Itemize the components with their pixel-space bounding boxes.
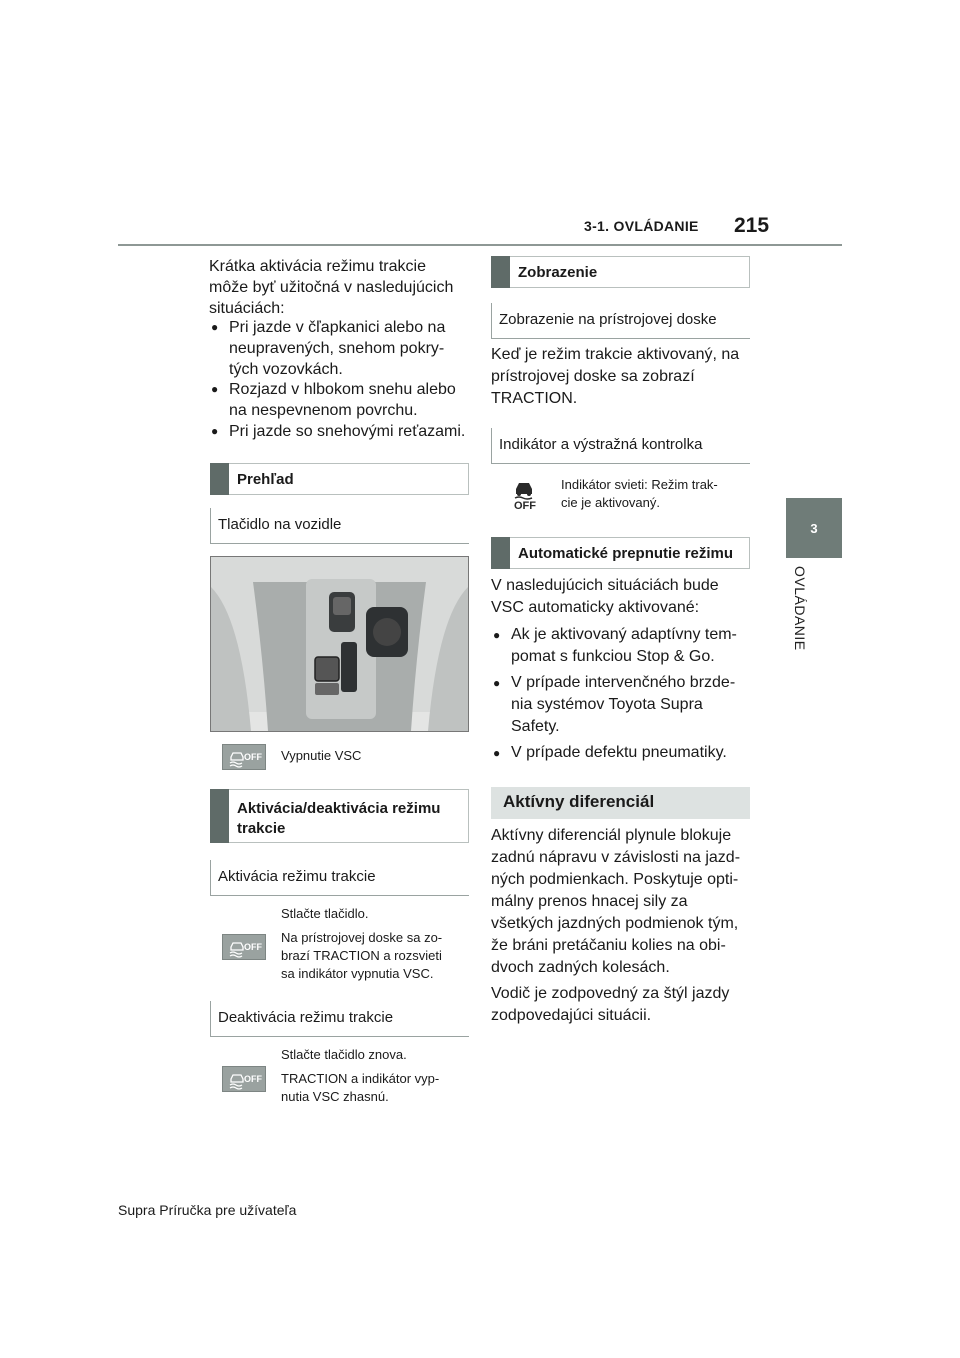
indicator-off-text: OFF	[514, 500, 536, 512]
chapter-label: OVLÁDANIE	[792, 566, 808, 651]
activation-step-1: Stlačte tlačidlo.	[281, 906, 369, 921]
step-line: brazí TRACTION a rozsvieti	[281, 948, 442, 963]
differential-paragraph	[491, 825, 753, 979]
bullet-line: ● Pri jazde so snehovými reťazami.	[229, 423, 466, 440]
page-number: 215	[734, 214, 770, 237]
para-line: TRACTION.	[491, 390, 578, 407]
para-line: dvoch zadných kolesách.	[491, 959, 670, 976]
section-bar	[491, 537, 510, 569]
section-title: Zobrazenie	[518, 264, 598, 281]
deactivation-step-1: Stlačte tlačidlo znova.	[281, 1047, 407, 1062]
subheading-text: Tlačidlo na vozidle	[218, 516, 342, 533]
bullet-item	[211, 317, 499, 380]
para-line: málny prenos hnacej sily za	[491, 893, 688, 910]
bullet-line: ● V prípade defektu pneumatiky.	[511, 744, 727, 761]
indicator-description	[561, 476, 747, 512]
bullet-item	[493, 742, 769, 764]
para-line: Keď je režim trakcie aktivovaný, na	[491, 346, 740, 363]
running-header: 3-1. OVLÁDANIE	[584, 218, 699, 234]
chapter-tab	[786, 498, 842, 558]
car-skid-icon	[227, 1070, 247, 1090]
intro-line: Krátka aktivácia režimu trakcie	[209, 258, 426, 275]
subheading-text: Zobrazenie na prístrojovej doske	[499, 311, 717, 328]
console-illustration	[211, 557, 468, 731]
section-title	[237, 799, 440, 839]
vsc-off-button-icon	[222, 934, 266, 960]
bullet-item	[493, 672, 769, 738]
para-line: Aktívny diferenciál plynule blokuje	[491, 827, 732, 844]
intro-paragraph	[209, 256, 479, 319]
bullet-line: ● Pri jazde v čľapkanici alebo na	[229, 319, 446, 336]
bullet-line: ● V prípade intervenčného brzde-	[511, 674, 736, 691]
section-heading-active-differential	[491, 787, 750, 819]
subheading-text: Indikátor a výstražná kontrolka	[499, 436, 703, 453]
icon-off-text: OFF	[244, 942, 262, 952]
step-line: nutia VSC zhasnú.	[281, 1089, 389, 1104]
subheading-instrument-display	[491, 303, 750, 339]
para-line: V nasledujúcich situáciách bude	[491, 577, 719, 594]
para-line: ných podmienkach. Poskytuje opti-	[491, 871, 739, 888]
step-line: Na prístrojovej doske sa zo-	[281, 930, 443, 945]
section-heading-auto-switch	[491, 537, 750, 569]
section-heading-activation	[210, 789, 469, 843]
bullet-item	[211, 379, 499, 421]
section-heading-overview	[210, 463, 469, 495]
section-title-line: trakcie	[237, 820, 286, 837]
para-line: že bráni pretáčaniu kolies na obi-	[491, 937, 726, 954]
driver-paragraph	[491, 983, 753, 1027]
desc-line: Indikátor svieti: Režim trak-	[561, 477, 718, 492]
bullet-item	[211, 421, 499, 442]
bullet-line: pomat s funkciou Stop & Go.	[511, 648, 715, 665]
deactivation-step-2	[281, 1070, 466, 1106]
auto-switch-intro	[491, 575, 751, 619]
vsc-off-button-icon	[222, 744, 266, 770]
subheading-text: Deaktivácia režimu trakcie	[218, 1009, 394, 1026]
bullet-line: tých vozovkách.	[229, 361, 343, 378]
intro-line: situáciách:	[209, 300, 285, 317]
footer-text: Supra Príručka pre užívateľa	[118, 1202, 297, 1218]
section-title: Automatické prepnutie režimu	[518, 545, 734, 562]
bullet-line: Safety.	[511, 718, 560, 735]
desc-line: cie je aktivovaný.	[561, 495, 660, 510]
car-skid-icon	[227, 938, 247, 958]
activation-step-2	[281, 929, 466, 983]
section-title: Prehľad	[237, 471, 294, 488]
subheading-button	[210, 508, 469, 544]
bullet-line: ● Rozjazd v hlbokom snehu alebo	[229, 381, 456, 398]
display-paragraph	[491, 344, 751, 410]
console-photo	[210, 556, 469, 732]
subheading-indicator	[491, 428, 750, 464]
icon-off-text: OFF	[244, 752, 262, 762]
bullet-item	[493, 624, 769, 668]
car-skid-icon	[227, 748, 247, 768]
section-heading-display	[491, 256, 750, 288]
para-line: zadnú nápravu v závislosti na jazd-	[491, 849, 741, 866]
step-line: TRACTION a indikátor vyp-	[281, 1071, 440, 1086]
section-bar	[491, 256, 510, 288]
section-title-line: Aktivácia/deaktivácia režimu	[237, 800, 441, 817]
subheading-activation	[210, 860, 469, 896]
bullet-line: neupravených, snehom pokry-	[229, 340, 445, 357]
section-title: Aktívny diferenciál	[503, 792, 655, 811]
header-rule	[118, 244, 842, 246]
icon-off-text: OFF	[244, 1074, 262, 1084]
subheading-text: Aktivácia režimu trakcie	[218, 868, 376, 885]
traction-indicator-icon	[511, 479, 537, 513]
para-line: prístrojovej doske sa zobrazí	[491, 368, 695, 385]
bullet-line: ● Ak je aktivovaný adaptívny tem-	[511, 626, 737, 643]
vsc-off-button-icon	[222, 1066, 266, 1092]
bullet-line: na nespevnenom povrchu.	[229, 402, 418, 419]
para-line: Vodič je zodpovedný za štýl jazdy	[491, 985, 730, 1002]
section-bar	[210, 789, 229, 843]
para-line: VSC automaticky aktivované:	[491, 599, 700, 616]
intro-line: môže byť užitočná v nasledujúcich	[209, 279, 454, 296]
chapter-number: 3	[810, 520, 818, 536]
para-line: všetkých jazdných podmienok tým,	[491, 915, 739, 932]
bullet-line: nia systémov Toyota Supra	[511, 696, 703, 713]
vsc-off-label: Vypnutie VSC	[281, 748, 362, 763]
step-line: sa indikátor vypnutia VSC.	[281, 966, 434, 981]
para-line: zodpovedajúci situácii.	[491, 1007, 652, 1024]
section-bar	[210, 463, 229, 495]
subheading-deactivation	[210, 1001, 469, 1037]
